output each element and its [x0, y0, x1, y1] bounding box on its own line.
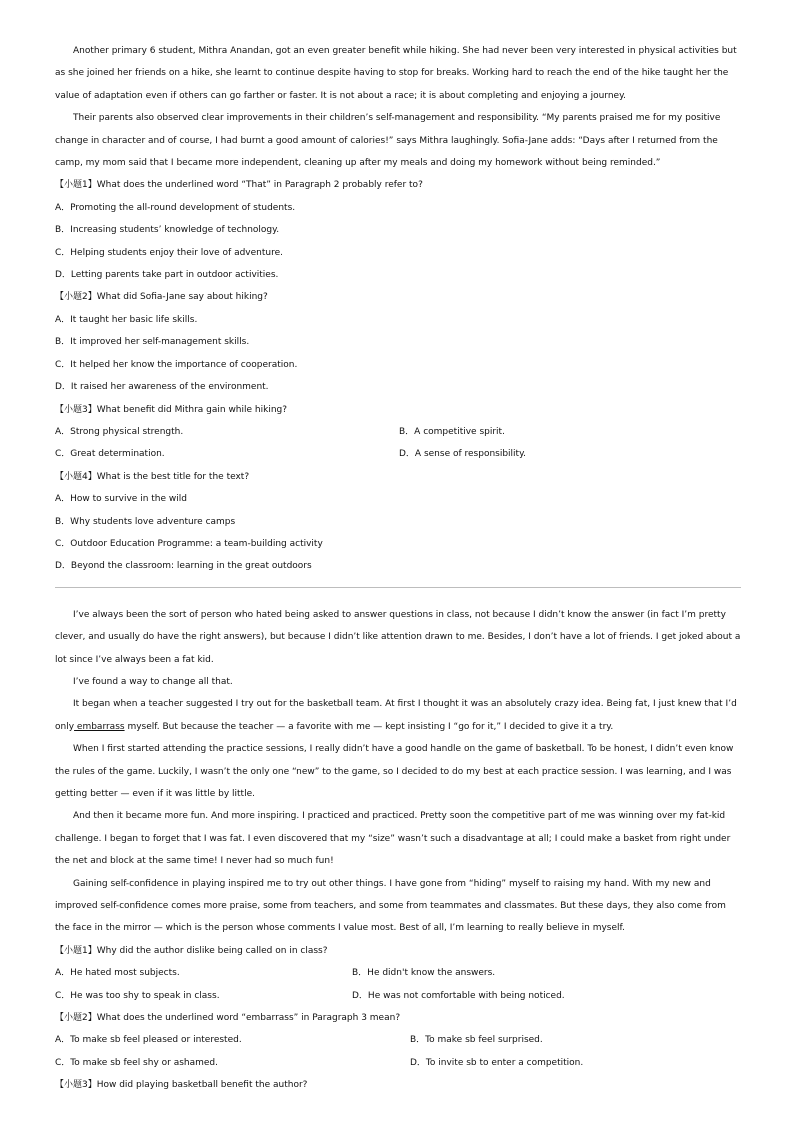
option-d: D．He was not comfortable with being noticed. — [352, 990, 565, 1001]
option-b: B．Why students love adventure camps — [55, 516, 236, 527]
option-d: D．Beyond the classroom: learning in the great outdoors — [55, 561, 312, 572]
option-a: A．It taught her basic life skills. — [55, 314, 198, 325]
question-stem: 【小题2】What did Sofia-Jane say about hiking? — [55, 292, 268, 303]
passage-a-paragraph: Their parents also observed clear improvements in their children’s self-management and responsibility. “My parents praised me for my positive change in character and of course, I had burnt a good amount of calories!” says Mithra laughingly. Sofia-Jane adds: “Days after I returned from the camp, my mom said that I became more independent, cleaning up after my meals and doing my homework without being reminded.” — [55, 113, 721, 169]
exam-page — [55, 40, 741, 1097]
question-stem: 【小题3】What benefit did Mithra gain while hiking? — [55, 404, 288, 415]
option-c: C．He was too shy to speak in class. — [55, 990, 220, 1001]
option-b: B．Increasing students’ knowledge of technology. — [55, 225, 280, 236]
option-a: A．Promoting the all-round development of students. — [55, 202, 296, 213]
passage-b-paragraph — [55, 693, 741, 738]
option-b: B．To make sb feel surprised. — [410, 1035, 543, 1046]
option-a: A．To make sb feel pleased or interested. — [55, 1035, 242, 1046]
option-c: C．It helped her know the importance of cooperation. — [55, 359, 298, 370]
passage-b-paragraph: And then it became more fun. And more inspiring. I practiced and practiced. Pretty soon the competitive part of me was winning over my fat-kid challenge. I began to forget that I was fat. I even discovered that my “size” wasn’t such a disadvantage at all; I could make a basket from right under the net and block at the same time! I never had so much fun! — [55, 811, 731, 867]
option-a: A．How to survive in the wild — [55, 494, 187, 505]
option-row — [55, 985, 741, 1007]
passage-b-paragraph: When I first started attending the practice sessions, I really didn’t have a good handle on the game of basketball. To be honest, I didn’t even know the rules of the game. Luckily, I wasn’t the only one “new” to the game, so I decided to do my best at each practice session. I was learning, and I was getting better — even if it was little by little. — [55, 744, 734, 799]
option-d: D．To invite sb to enter a competition. — [410, 1057, 584, 1068]
paragraph-text: myself. But because the teacher — a favorite with me — kept insisting I “go for it,” I decided to give it a try. — [124, 721, 614, 732]
question-stem: 【小题4】What is the best title for the text? — [55, 471, 250, 482]
option-d: D．A sense of responsibility. — [399, 449, 526, 460]
option-d: D．It raised her awareness of the environment. — [55, 382, 269, 393]
section-divider — [55, 587, 741, 588]
underlined-word-embarrass: embarrass — [74, 721, 125, 732]
option-b: B．It improved her self-management skills. — [55, 337, 250, 348]
passage-b-paragraph: I’ve found a way to change all that. — [73, 676, 233, 687]
question-stem: 【小题1】What does the underlined word “That” in Paragraph 2 probably refer to? — [55, 180, 423, 191]
option-row — [55, 1029, 741, 1051]
option-c: C．To make sb feel shy or ashamed. — [55, 1057, 219, 1068]
option-d: D．Letting parents take part in outdoor activities. — [55, 270, 279, 281]
option-c: C．Great determination. — [55, 449, 165, 460]
option-a: A．He hated most subjects. — [55, 968, 180, 979]
question-stem: 【小题3】How did playing basketball benefit the author? — [55, 1080, 308, 1091]
option-row — [55, 962, 741, 984]
option-b: B．He didn't know the answers. — [352, 968, 496, 979]
option-row — [55, 421, 741, 443]
option-c: C．Helping students enjoy their love of adventure. — [55, 247, 283, 258]
option-a: A．Strong physical strength. — [55, 426, 184, 437]
passage-a-paragraph: Another primary 6 student, Mithra Anandan, got an even greater benefit while hiking. She had never been very interested in physical activities but as she joined her friends on a hike, she learnt to continue despite having to stop for breaks. Working hard to reach the end of the hike taught her the value of adaptation even if others can go farther or faster. It is not about a race; it is about completing and enjoying a journey. — [55, 46, 737, 101]
passage-b-paragraph: Gaining self-confidence in playing inspired me to try out other things. I have gone from “hiding” myself to raising my hand. With my new and improved self-confidence comes more praise, some from teachers, and some from teammates and classmates. But these days, they also come from the face in the mirror — which is the person whose comments I value most. Best of all, I’m learning to really believe in myself. — [55, 878, 726, 934]
option-row — [55, 1052, 741, 1074]
question-stem: 【小题2】What does the underlined word “embarrass” in Paragraph 3 mean? — [55, 1013, 401, 1024]
question-stem: 【小题1】Why did the author dislike being called on in class? — [55, 945, 328, 956]
option-b: B．A competitive spirit. — [399, 426, 505, 437]
passage-b-paragraph: I’ve always been the sort of person who hated being asked to answer questions in class, not because I didn’t know the answer (in fact I’m pretty clever, and usually do have the right answers), but because I didn’t like attention drawn to me. Besides, I don’t have a lot of friends. I get joked about a lot since I’ve always been a fat kid. — [55, 609, 741, 665]
option-c: C．Outdoor Education Programme: a team-building activity — [55, 538, 323, 549]
paragraph-text: It began when a teacher suggested I try out for the basketball team. At first I thought it was an absolutely crazy idea. Being fat, I just knew that I’d only — [55, 699, 737, 732]
option-row — [55, 443, 741, 465]
